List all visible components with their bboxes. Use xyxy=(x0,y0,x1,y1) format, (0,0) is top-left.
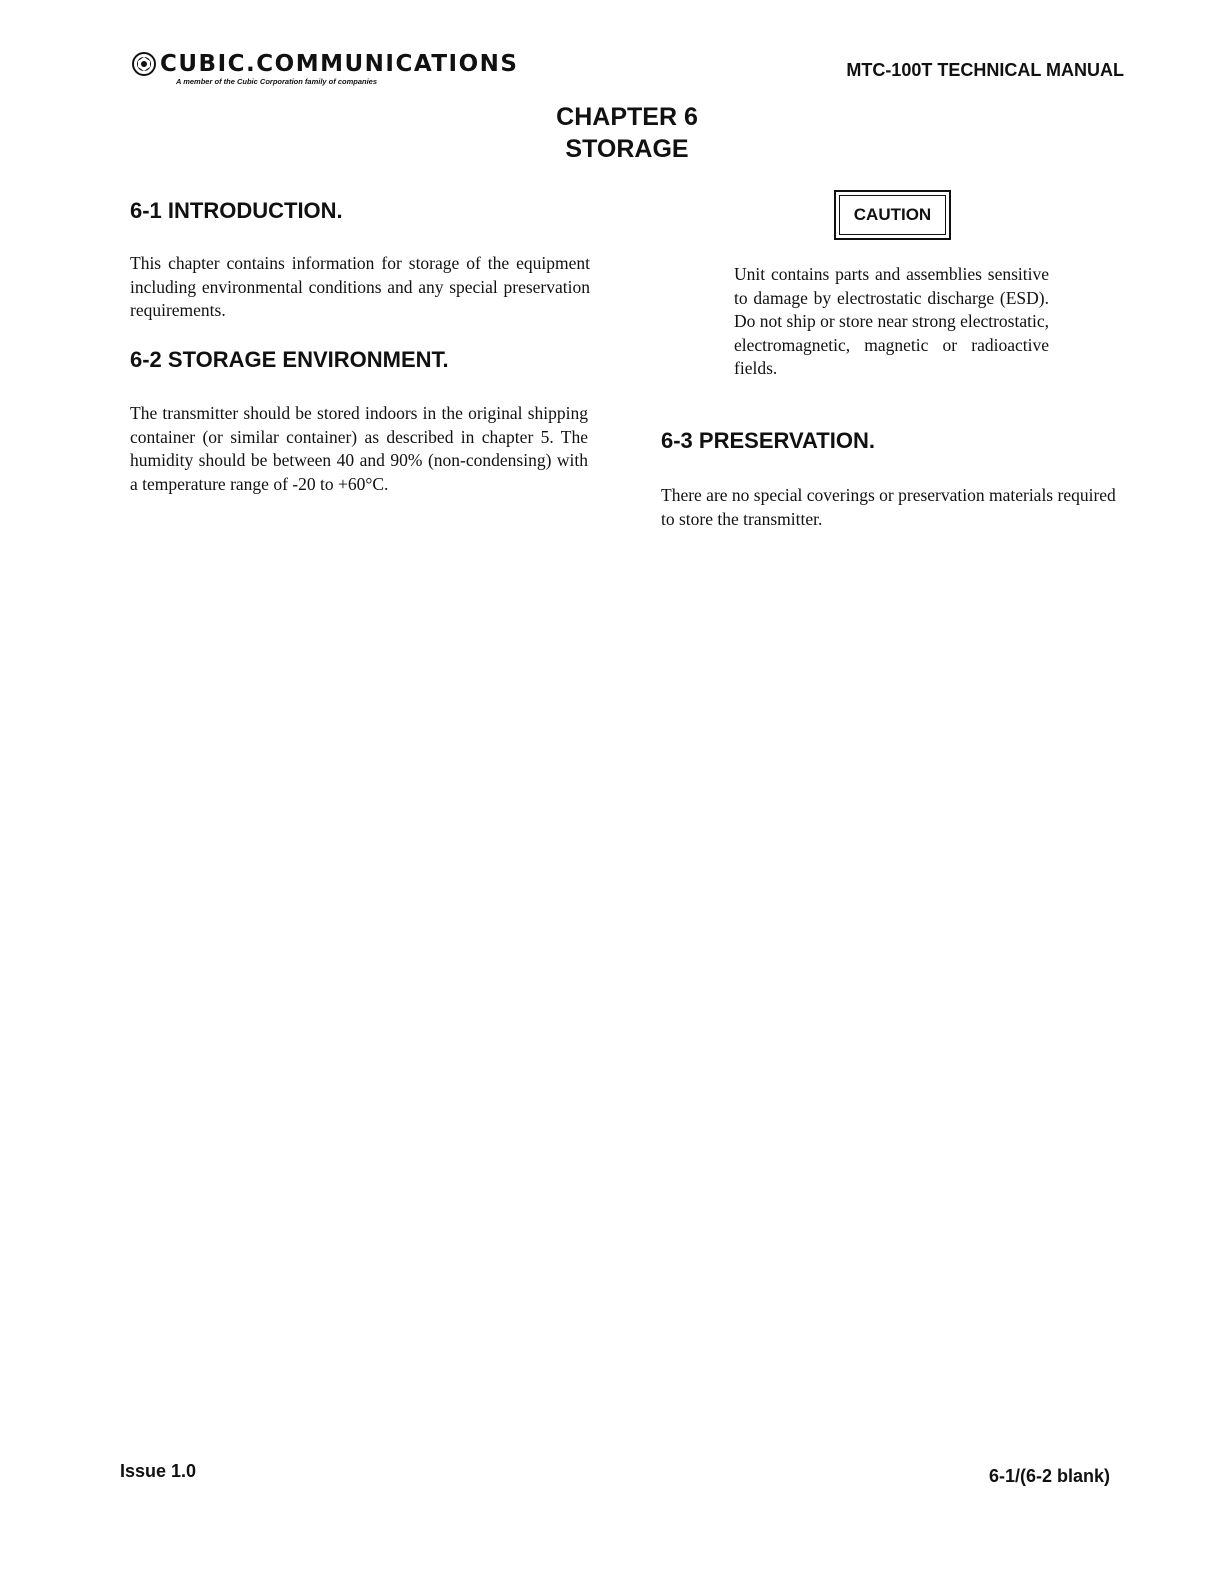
section-body-storage-environment: The transmitter should be stored indoors in the original shipping container (or similar container) as described in chapter 5. The humidity should be between 40 and 90% (non-condensing) with a temperature range of -20 to +60°C. xyxy=(130,403,588,494)
chapter-heading xyxy=(0,101,1224,165)
company-name: CUBIC.COMMUNICATIONS xyxy=(160,51,519,77)
manual-title: MTC-100T TECHNICAL MANUAL xyxy=(846,60,1124,80)
chapter-title: STORAGE xyxy=(565,135,689,163)
section-heading-storage-environment: 6-2 STORAGE ENVIRONMENT. xyxy=(130,347,449,372)
caution-label: CAUTION xyxy=(839,195,946,235)
page-number: 6-1/(6-2 blank) xyxy=(988,1466,1110,1486)
caution-box xyxy=(834,190,951,240)
section-body-preservation: There are no special coverings or preservation materials required to store the transmitter. xyxy=(661,485,1116,529)
chapter-number: CHAPTER 6 xyxy=(556,103,698,131)
company-logo xyxy=(132,52,518,86)
issue-label: Issue 1.0 xyxy=(120,1461,197,1481)
section-heading-introduction: 6-1 INTRODUCTION. xyxy=(130,198,343,223)
caution-text: Unit contains parts and assemblies sensitive to damage by electrostatic discharge (ESD). Do not ship or store near strong electrostatic, electromagnetic, magnetic or radioactive fields. xyxy=(734,264,1049,378)
section-heading-preservation: 6-3 PRESERVATION. xyxy=(661,428,875,453)
company-tagline: A member of the Cubic Corporation family of companies xyxy=(176,77,377,86)
cubic-logo-icon xyxy=(132,52,156,76)
section-body-introduction: This chapter contains information for storage of the equipment including environmental conditions and any special preservation requirements. xyxy=(130,253,590,320)
